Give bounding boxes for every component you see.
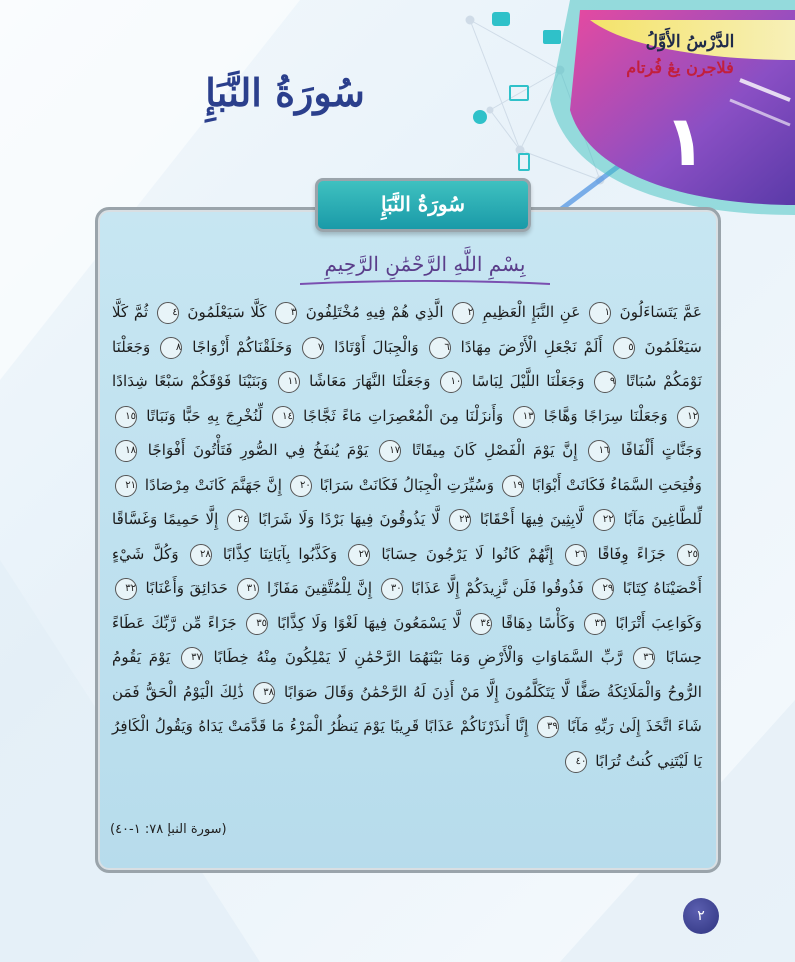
verse-text: وَكُلَّ شَيْءٍ أَحْصَيْنَاهُ كِتَابًا	[112, 544, 703, 597]
ayah-number: ٣٣	[584, 613, 606, 635]
verse-text: يَوْمَ يُنفَخُ فِي الصُّورِ فَتَأْتُونَ أَفْوَاجًا	[140, 441, 369, 459]
verse-text: وَخَلَقْنَاكُمْ أَزْوَاجًا	[185, 337, 293, 356]
card-tab-title: سُورَةُ النَّبَإِ	[315, 178, 531, 232]
ayah-number: ١	[589, 302, 611, 324]
ayah-number: ٧	[302, 337, 324, 359]
verse-text: عَمَّ يَتَسَاءَلُونَ	[614, 303, 703, 321]
lesson-number: ١	[663, 100, 707, 182]
ayah-number: ٤٠	[565, 751, 587, 773]
verse-text: حَدَائِقَ وَأَعْنَابًا	[140, 579, 229, 597]
verse-text: وَجَعَلْنَا نَوْمَكُمْ سُبَاتًا	[112, 337, 702, 390]
verse-text: إِنَّ جَهَنَّمَ كَانَتْ مِرْصَادًا	[140, 475, 282, 494]
lesson-label: الدَّرْسُ الأَوَّلُ	[645, 32, 735, 52]
ayah-number: ١٠	[440, 371, 462, 393]
ayah-number: ٣٩	[537, 716, 559, 738]
ayah-number: ٢٣	[449, 509, 471, 531]
verse-text: وَجَعَلْنَا النَّهَارَ مَعَاشًا	[302, 372, 431, 390]
ayah-number: ٢٨	[190, 544, 212, 566]
ayah-number: ١٤	[272, 406, 294, 428]
ayah-number: ٢٩	[592, 578, 614, 600]
ayah-number: ٥	[613, 337, 635, 359]
ayah-number: ٣	[275, 302, 297, 324]
ayah-number: ٣٢	[115, 578, 137, 600]
verse-text: إِنَّ لِلْمُتَّقِينَ مَفَازًا	[261, 579, 373, 597]
lesson-subtitle: فلاجرن يڠ فُرتام	[626, 58, 734, 77]
chat-bubble-icon	[492, 12, 510, 26]
surah-title: سُورَةُ النَّبَإِ	[205, 70, 365, 115]
verse-text: لِّلطَّاغِينَ مَآبًا	[617, 510, 703, 528]
verse-text: وَكَذَّبُوا بِآيَاتِنَا كِذَّابًا	[214, 544, 338, 563]
ayah-number: ٣١	[237, 578, 259, 600]
verse-text: الَّذِي هُمْ فِيهِ مُخْتَلِفُونَ	[300, 303, 444, 321]
ayah-number: ٨	[160, 337, 182, 359]
ayah-number: ٢٥	[677, 544, 699, 566]
verse-text: لَّابِثِينَ فِيهَا أَحْقَابًا	[473, 510, 584, 528]
ayah-number: ٢٠	[290, 475, 312, 497]
verse-text: لِّنُخْرِجَ بِهِ حَبًّا وَنَبَاتًا	[140, 406, 263, 425]
verse-text: كَلَّا سَيَعْلَمُونَ	[181, 303, 267, 321]
ayah-number: ١٨	[115, 440, 137, 462]
verse-text: وَجَعَلْنَا سِرَاجًا وَهَّاجًا	[537, 406, 668, 425]
verse-text: وَكَأْسًا دِهَاقًا	[495, 613, 576, 632]
ayah-number: ٢	[452, 302, 474, 324]
verse-text: وَفُتِحَتِ السَّمَاءُ فَكَانَتْ أَبْوَابًا	[526, 475, 703, 494]
verse-text: وَأَنزَلْنَا مِنَ الْمُعْصِرَاتِ مَاءً ثَجَّاجًا	[296, 406, 504, 425]
verse-text: إِلَّا حَمِيمًا وَغَسَّاقًا	[112, 510, 219, 528]
verse-text: وَالْجِبَالَ أَوْتَادًا	[327, 337, 419, 356]
ayah-number: ٤	[157, 302, 179, 324]
ayah-number: ٢١	[115, 475, 137, 497]
ayah-number: ٣٥	[246, 613, 268, 635]
laptop-icon	[509, 85, 529, 101]
verse-text: أَلَمْ نَجْعَلِ الْأَرْضَ مِهَادًا	[453, 337, 603, 356]
ayah-number: ١٣	[513, 406, 535, 428]
ayah-number: ١٢	[677, 406, 699, 428]
gear-icon	[473, 110, 487, 124]
ayah-number: ٢٢	[593, 509, 615, 531]
verse-text: لَّا يَذُوقُونَ فِيهَا بَرْدًا وَلَا شَرَابًا	[252, 510, 440, 528]
verse-text: وَجَعَلْنَا اللَّيْلَ لِبَاسًا	[465, 372, 585, 390]
verse-text: عَنِ النَّبَإِ الْعَظِيمِ	[477, 303, 581, 321]
bismillah-swash-decoration	[300, 278, 550, 288]
ayah-number: ١٦	[588, 440, 610, 462]
ayah-number: ٣٤	[470, 613, 492, 635]
verse-text: رَّبِّ السَّمَاوَاتِ وَالْأَرْضِ وَمَا بَيْنَهُمَا الرَّحْمَٰنِ لَا يَمْلِكُونَ مِنْهُ خِطَابًا	[205, 648, 623, 666]
verse-text: وَكَوَاعِبَ أَتْرَابًا	[609, 613, 703, 632]
ayah-number: ٦	[429, 337, 451, 359]
verse-text: فَذُوقُوا فَلَن نَّزِيدَكُمْ إِلَّا عَذَابًا	[405, 579, 584, 597]
verse-text: وَجَنَّاتٍ أَلْفَافًا	[613, 441, 703, 459]
verse-text: ذَٰلِكَ الْيَوْمُ الْحَقُّ فَمَن شَاءَ اتَّخَذَ إِلَىٰ رَبِّهِ مَآبًا	[112, 682, 703, 735]
ayah-number: ٣٠	[381, 578, 403, 600]
verse-text: جَزَاءً وِفَاقًا	[589, 544, 666, 563]
verse-text: إِنَّا أَنذَرْنَاكُمْ عَذَابًا قَرِيبًا يَوْمَ يَنظُرُ الْمَرْءُ مَا قَدَّمَتْ يَدَاهُ وَيَقُولُ الْكَافِرُ يَا لَيْتَنِي كُنتُ تُرَابًا	[112, 717, 702, 770]
verse-text: يَوْمَ يَقُومُ الرُّوحُ وَالْمَلَائِكَةُ صَفًّا لَّا يَتَكَلَّمُونَ إِلَّا مَنْ أَذِنَ لَهُ الرَّحْمَٰنُ وَقَالَ صَوَابًا	[112, 648, 702, 701]
verse-text: وَبَنَيْنَا فَوْقَكُمْ سَبْعًا شِدَادًا	[112, 372, 268, 390]
citation: (سورة النبإ ٧٨: ١-٤٠)	[110, 822, 227, 837]
verse-text: وَسُيِّرَتِ الْجِبَالُ فَكَانَتْ سَرَابًا	[314, 475, 495, 494]
verse-text: إِنَّ يَوْمَ الْفَصْلِ كَانَ مِيقَاتًا	[404, 441, 578, 459]
ayah-number: ١١	[278, 371, 300, 393]
ayah-number: ٢٦	[565, 544, 587, 566]
ayah-number: ٢٤	[227, 509, 249, 531]
page-number: ٢	[683, 898, 719, 934]
verses-block	[112, 295, 702, 778]
phone-icon	[518, 153, 530, 171]
verse-text: جَزَاءً مِّن رَّبِّكَ عَطَاءً حِسَابًا	[112, 613, 703, 666]
ayah-number: ٣٧	[181, 647, 203, 669]
ayah-number: ١٩	[502, 475, 524, 497]
ayah-number: ١٧	[379, 440, 401, 462]
verse-text: لَّا يَسْمَعُونَ فِيهَا لَغْوًا وَلَا كِذَّابًا	[270, 613, 461, 632]
bismillah: بِسْمِ اللَّهِ الرَّحْمَٰنِ الرَّحِيمِ	[324, 252, 526, 276]
ayah-number: ٢٧	[348, 544, 370, 566]
verse-text: ثُمَّ كَلَّا سَيَعْلَمُونَ	[112, 303, 703, 356]
ayah-number: ٣٦	[633, 647, 655, 669]
ayah-number: ٩	[594, 371, 616, 393]
ayah-number: ١٥	[115, 406, 137, 428]
ayah-number: ٣٨	[253, 682, 275, 704]
verse-text: إِنَّهُمْ كَانُوا لَا يَرْجُونَ حِسَابًا	[373, 544, 554, 563]
